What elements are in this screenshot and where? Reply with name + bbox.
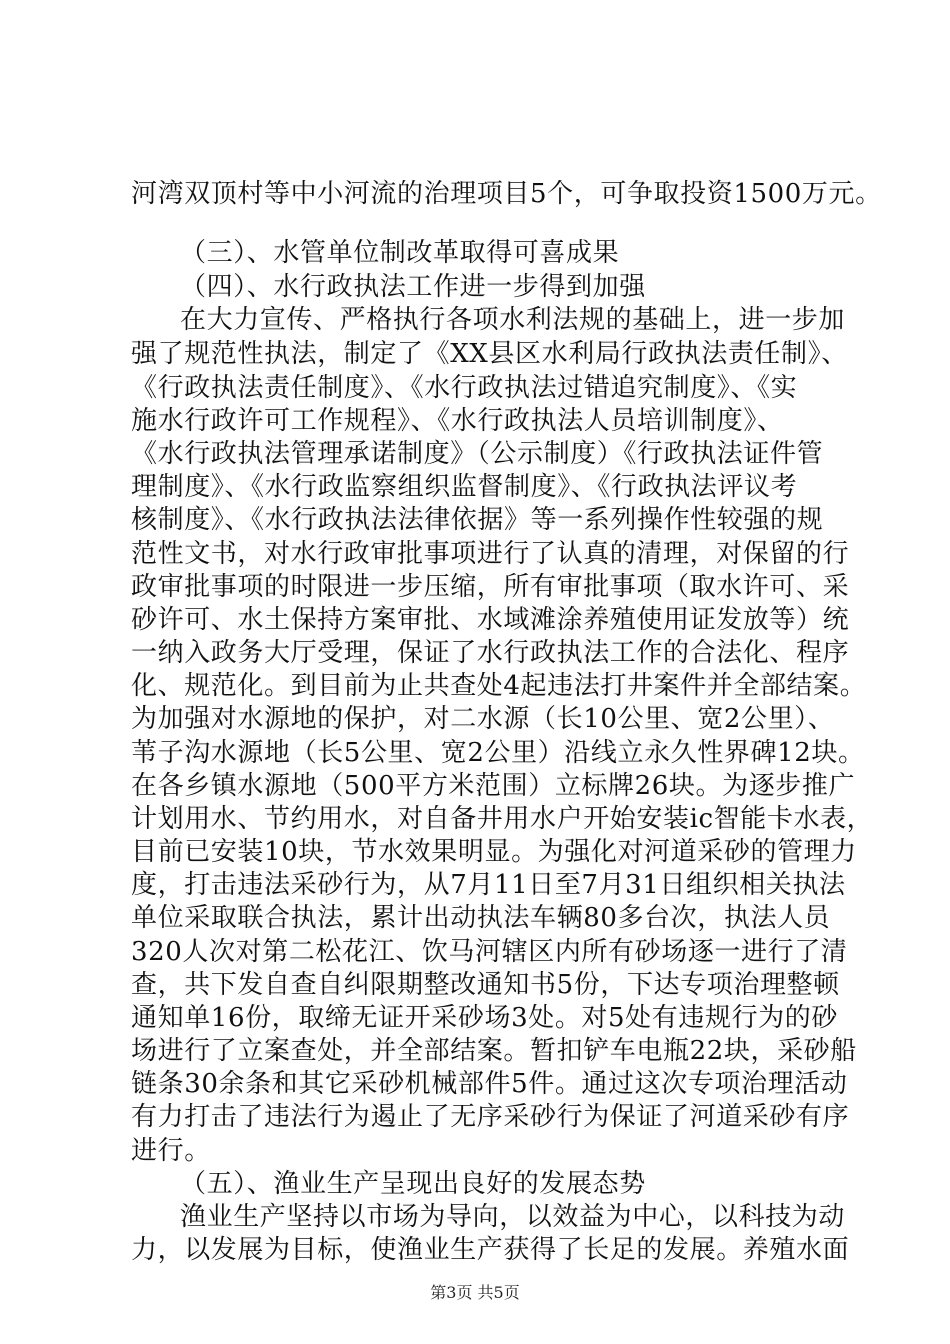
paragraph-line: 有力打击了违法行为遏止了无序采砂行为保证了河道采砂有序	[131, 1102, 850, 1132]
paragraph-line: 范性文书，对水行政审批事项进行了认真的清理，对保留的行	[131, 539, 850, 569]
paragraph-line: 政审批事项的时限进一步压缩，所有审批事项（取水许可、采	[131, 572, 850, 602]
paragraph-line: 渔业生产坚持以市场为导向，以效益为中心，以科技为动	[180, 1202, 846, 1232]
paragraph-line: 《水行政执法管理承诺制度》（公示制度）《行政执法证件管	[131, 439, 824, 469]
paragraph-line: 进行。	[131, 1136, 211, 1166]
paragraph-line: 施水行政许可工作规程》、《水行政执法人员培训制度》、	[131, 406, 784, 436]
paragraph-line: 度，打击违法采砂行为，从7月11日至7月31日组织相关执法	[131, 870, 846, 900]
section-heading-4: （四）、水行政执法工作进一步得到加强	[180, 272, 646, 302]
paragraph-line: 一纳入政务大厅受理，保证了水行政执法工作的合法化、程序	[131, 638, 850, 668]
paragraph-line: 在大力宣传、严格执行各项水利法规的基础上，进一步加	[180, 305, 846, 335]
paragraph-line: 理制度》、《水行政监察组织监督制度》、《行政执法评议考	[131, 472, 798, 502]
section-heading-5: （五）、渔业生产呈现出良好的发展态势	[180, 1169, 646, 1199]
paragraph-line: 河湾双顶村等中小河流的治理项目5个，可争取投资1500万元。	[131, 179, 882, 209]
paragraph-line: 化、规范化。到目前为止共查处4起违法打井案件并全部结案。	[131, 671, 867, 701]
paragraph-line: 强了规范性执法，制定了《XX县区水利局行政执法责任制》、	[131, 339, 848, 369]
paragraph-line: 查，共下发自查自纠限期整改通知书5份，下达专项治理整顿	[131, 970, 840, 1000]
paragraph-line: 计划用水、节约用水，对自备井用水户开始安装ic智能卡水表，	[131, 804, 874, 834]
paragraph-line: 为加强对水源地的保护，对二水源（长10公里、宽2公里）、	[131, 704, 835, 734]
paragraph-line: 通知单16份，取缔无证开采砂场3处。对5处有违规行为的砂	[131, 1003, 838, 1033]
paragraph-line: 《行政执法责任制度》、《水行政执法过错追究制度》、《实	[131, 373, 798, 403]
paragraph-line: 目前已安装10块，节水效果明显。为强化对河道采砂的管理力	[131, 837, 857, 867]
paragraph-line: 核制度》、《水行政执法法律依据》等一系列操作性较强的规	[131, 505, 824, 535]
paragraph-line: 砂许可、水土保持方案审批、水域滩涂养殖使用证发放等）统	[131, 605, 850, 635]
page-number-footer: 第3页 共5页	[430, 1283, 520, 1302]
paragraph-line: 力，以发展为目标，使渔业生产获得了长足的发展。养殖水面	[131, 1235, 850, 1265]
paragraph-line: 单位采取联合执法，累计出动执法车辆80多台次，执法人员	[131, 903, 831, 933]
section-heading-3: （三）、水管单位制改革取得可喜成果	[180, 238, 620, 268]
paragraph-line: 320人次对第二松花江、饮马河辖区内所有砂场逐一进行了清	[131, 937, 848, 967]
paragraph-line: 场进行了立案查处，并全部结案。暂扣铲车电瓶22块，采砂船	[131, 1036, 857, 1066]
paragraph-line: 苇子沟水源地（长5公里、宽2公里）沿线立永久性界碑12块。	[131, 738, 865, 768]
paragraph-line: 在各乡镇水源地（500平方米范围）立标牌26块。为逐步推广	[131, 771, 856, 801]
paragraph-line: 链条30余条和其它采砂机械部件5件。通过这次专项治理活动	[131, 1069, 848, 1099]
